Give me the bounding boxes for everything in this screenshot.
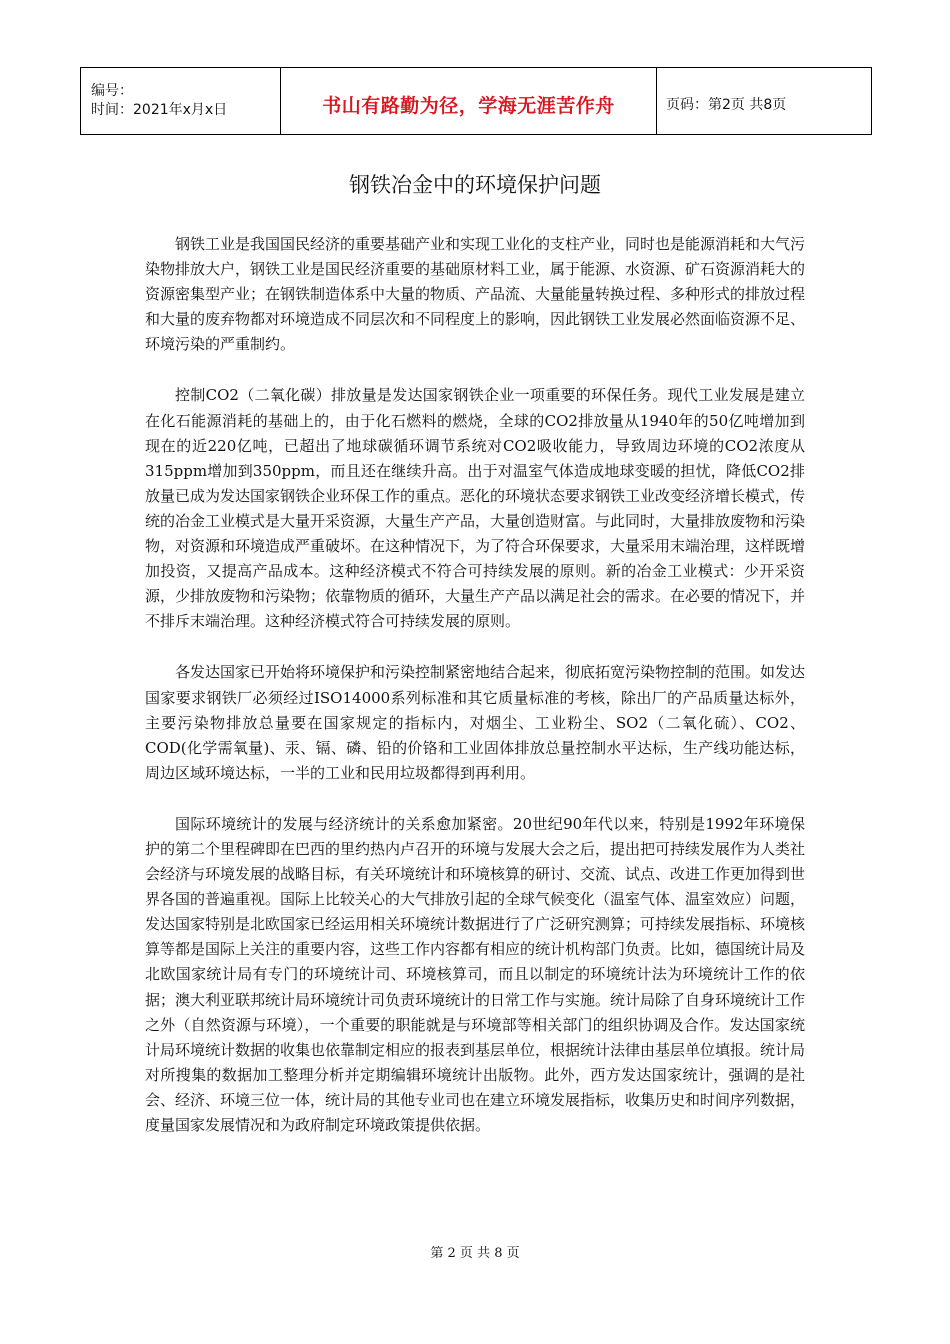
header-meta-cell xyxy=(81,68,281,135)
header-motto-cell xyxy=(281,68,657,135)
document-title: 钢铁冶金中的环境保护问题 xyxy=(349,173,601,197)
date-label: 时间：2021年x月x日 xyxy=(91,102,228,118)
paragraph-1: 钢铁工业是我国国民经济的重要基础产业和实现工业化的支柱产业，同时也是能源消耗和大气污染物排放大户，钢铁工业是国民经济重要的基础原材料工业，属于能源、水资源、矿石资源消耗大的资源密集型产业；在钢铁制造体系中大量的物质、产品流、大量能量转换过程、多种形式的排放过程和大量的废弃物都对环境造成不同层次和不同程度上的影响，因此钢铁工业发展必然面临资源不足、环境污染的严重制约。 xyxy=(145,235,806,354)
paragraph-2: 控制CO2（二氧化碳）排放量是发达国家钢铁企业一项重要的环保任务。现代工业发展是建立在化石能源消耗的基础上的，由于化石燃料的燃烧，全球的CO2排放量从1940年的50亿吨增加到现在的近220亿吨，已超出了地球碳循环调节系统对CO2吸收能力，导致周边环境的CO2浓度从 315ppm增加到350ppm，而且还在继续升高。出于对温室气体造成地球变暖的担忧，降低CO2排放量已成为发达国家钢铁企业环保工作的重点。恶化的环境状态要求钢铁工业改变经济增长模式，传统的冶金工业模式是大量开采资源，大量生产产品，大量创造财富。与此同时，大量排放废物和污染物，对资源和环境造成严重破坏。在这种情况下，为了符合环保要求，大量采用末端治理，这样既增加投资，又提高产品成本。这种经济模式不符合可持续发展的原则。新的冶金工业模式：少开采资源，少排放废物和污染物；依靠物质的循环，大量生产产品以满足社会的需求。在必要的情况下，并不排斥末端治理。这种经济模式符合可持续发展的原则。 xyxy=(145,386,806,631)
motto-text: 书山有路勤为径，学海无涯苦作舟 xyxy=(322,94,615,117)
page-footer: 第 2 页 共 8 页 xyxy=(430,1246,520,1261)
document-header xyxy=(80,67,872,135)
header-page-cell xyxy=(657,68,872,135)
header-page-info: 页码：第2页 共8页 xyxy=(666,97,787,113)
document-body xyxy=(145,232,805,1164)
paragraph-3: 各发达国家已开始将环境保护和污染控制紧密地结合起来，彻底拓宽污染物控制的范围。如发达国家要求钢铁厂必须经过ISO14000系列标准和其它质量标准的考核，除出厂的产品质量达标外，主要污染物排放总量要在国家规定的指标内，对烟尘、工业粉尘、SO2（二氧化硫）、CO2、COD(化学需氧量)、汞、镉、磷、铅的价铬和工业固体排放总量控制水平达标，生产线功能达标，周边区域环境达标，一半的工业和民用垃圾都得到再利用。 xyxy=(145,663,806,782)
serial-number-label: 编号： xyxy=(91,83,133,99)
paragraph-4: 国际环境统计的发展与经济统计的关系愈加紧密。20世纪90年代以来，特别是1992年环境保护的第二个里程碑即在巴西的里约热内卢召开的环境与发展大会之后，提出把可持续发展作为人类社会经济与环境发展的战略目标，有关环境统计和环境核算的研讨、交流、试点、改进工作更加得到世界各国的普遍重视。国际上比较关心的大气排放引起的全球气候变化（温室气体、温室效应）问题，发达国家特别是北欧国家已经运用相关环境统计数据进行了广泛研究测算；可持续发展指标、环境核算等都是国际上关注的重要内容，这些工作内容都有相应的统计机构部门负责。比如，德国统计局及北欧国家统计局有专门的环境统计司、环境核算司，而且以制定的环境统计法为环境统计工作的依据；澳大利亚联邦统计局环境统计司负责环境统计的日常工作与实施。统计局除了自身环境统计工作之外（自然资源与环境），一个重要的职能就是与环境部等相关部门的组织协调及合作。发达国家统计局环境统计数据的收集也依靠制定相应的报表到基层单位，根据统计法律由基层单位填报。统计局对所搜集的数据加工整理分析并定期编辑环境统计出版物。此外，西方发达国家统计，强调的是社会、经济、环境三位一体，统计局的其他专业司也在建立环境发展指标，收集历史和时间序列数据，度量国家发展情况和为政府制定环境政策提供依据。 xyxy=(145,814,806,1134)
